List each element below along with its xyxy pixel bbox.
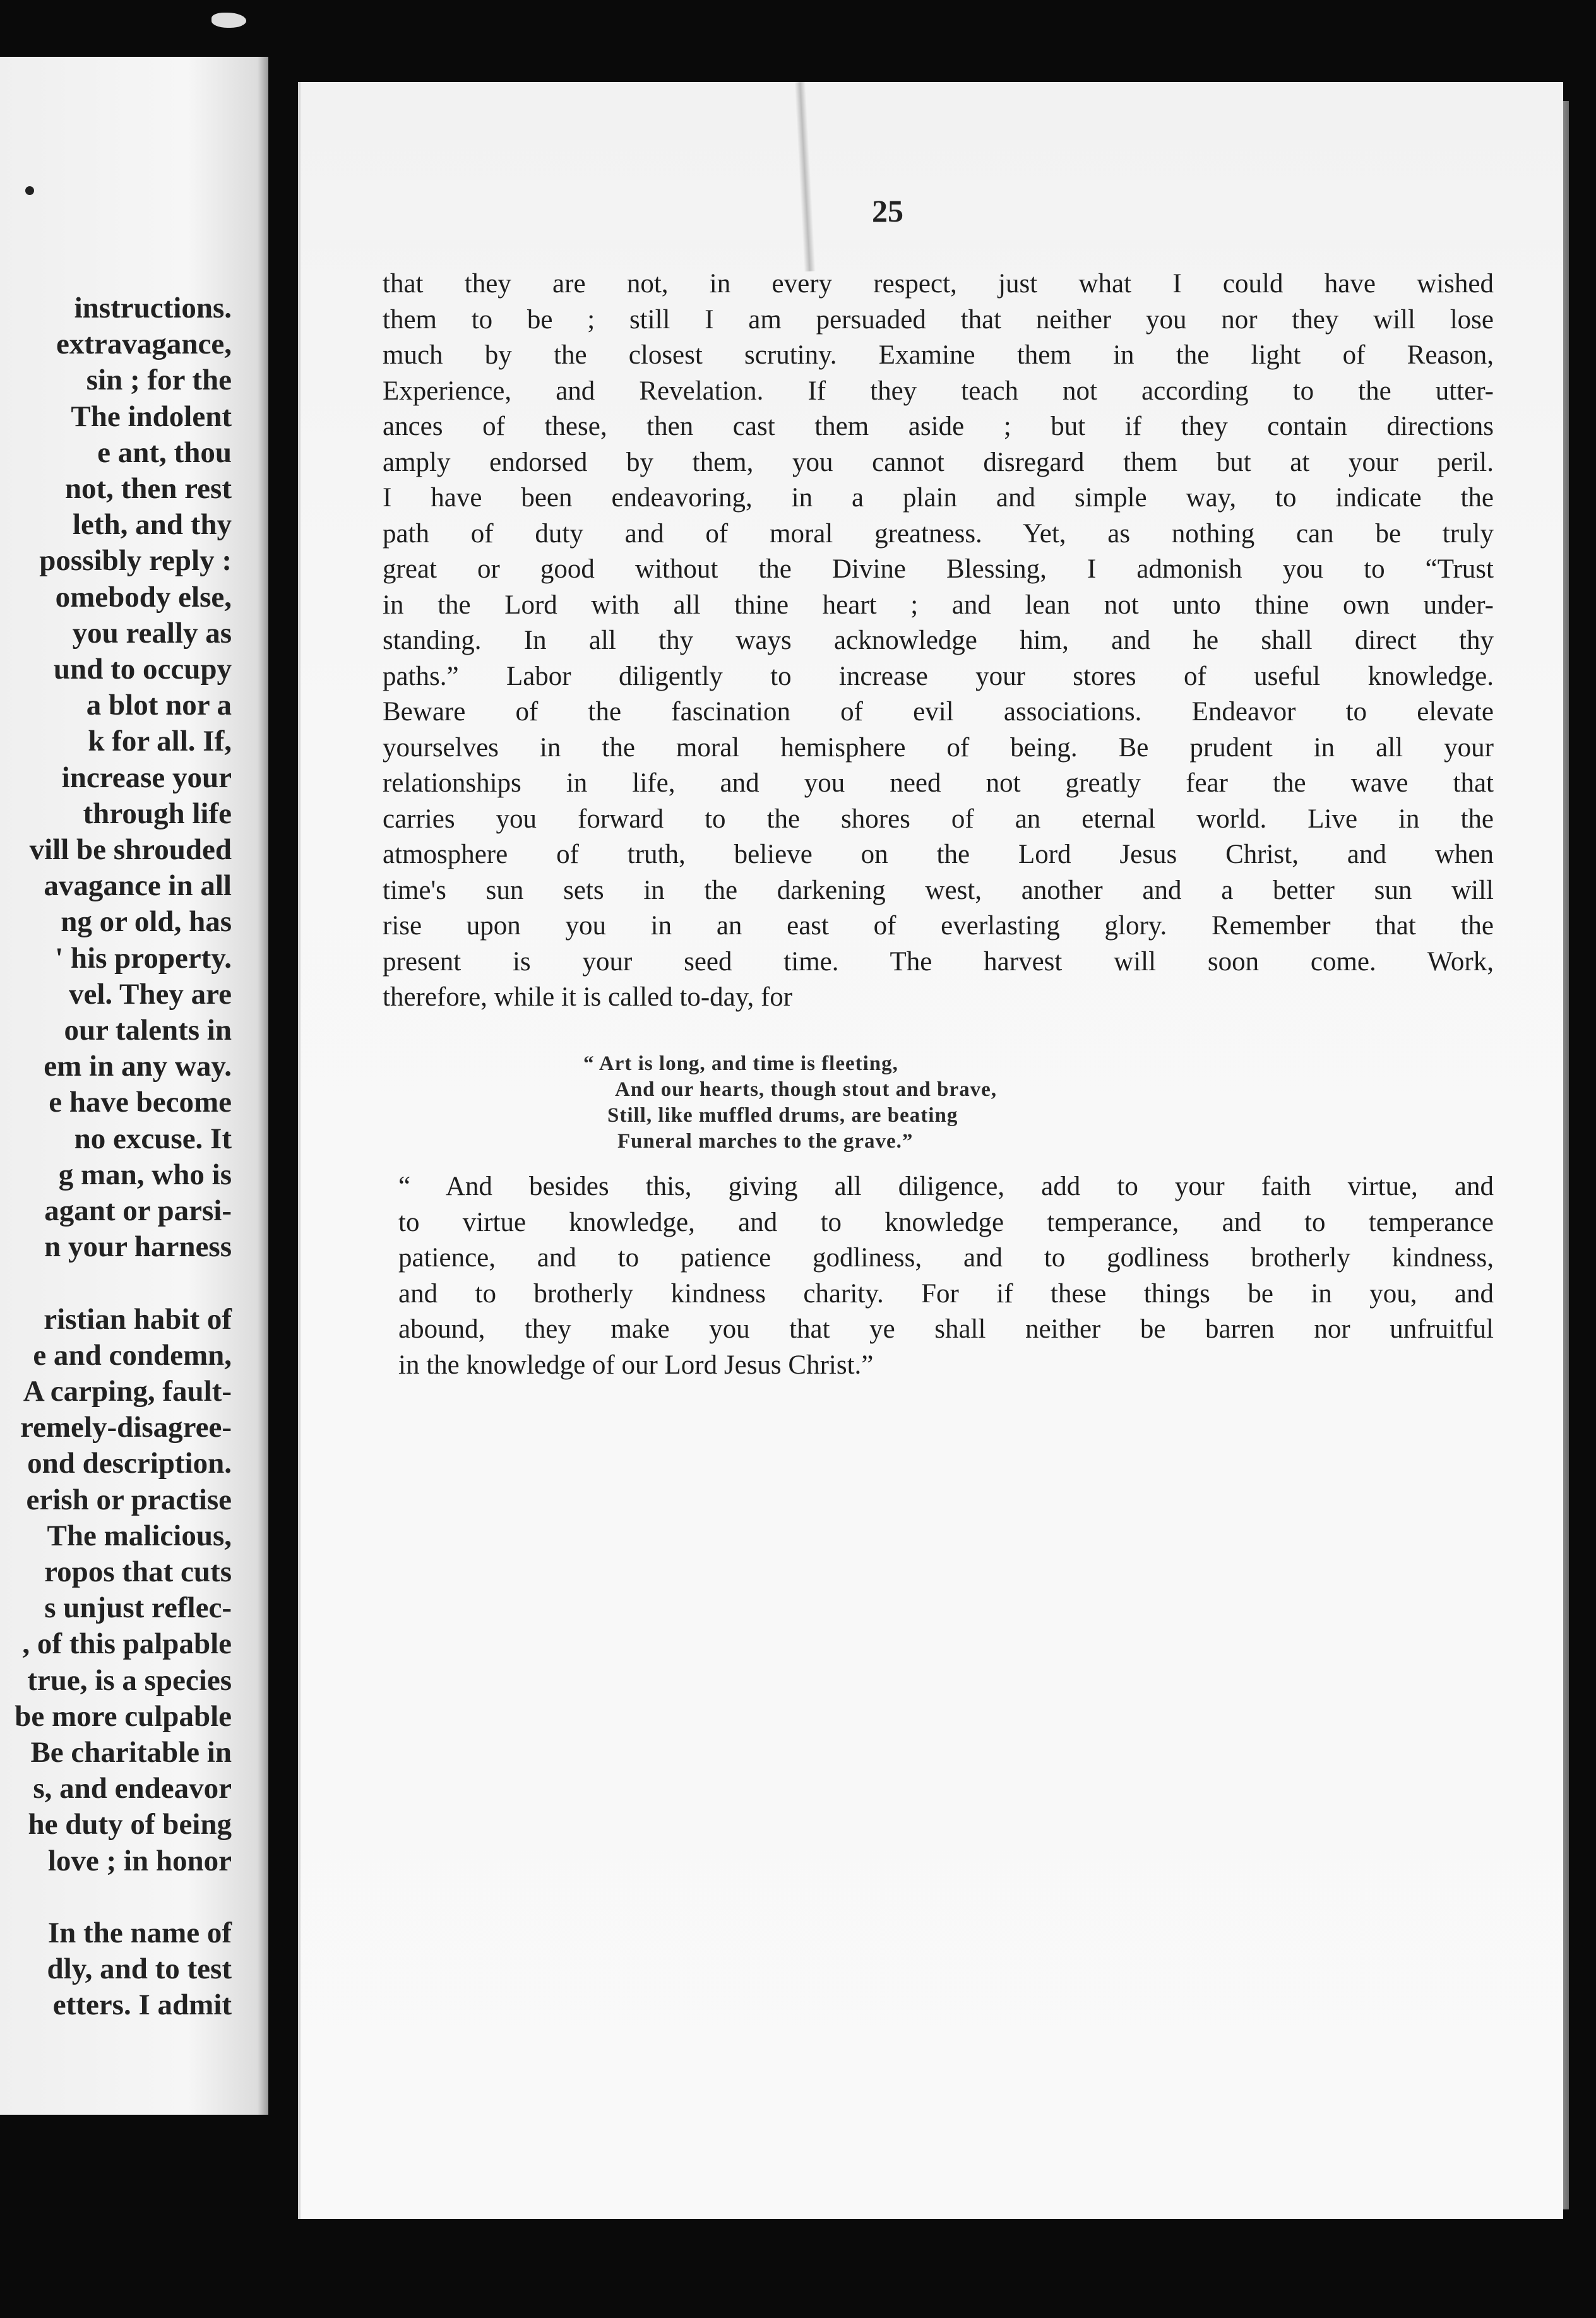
text-line: Experience, and Revelation. If they teach not according to the utter- (383, 376, 1494, 406)
left-page-line: remely-disagree- (20, 1411, 232, 1444)
left-page-line: no excuse. It (74, 1122, 232, 1155)
left-page-line: a blot nor a (86, 689, 232, 722)
left-page-line: increase your (61, 761, 232, 794)
text-line: relationships in life, and you need not greatly fear the wave that (383, 768, 1494, 798)
left-page-line: ristian habit of (44, 1302, 232, 1336)
left-page-line: extravagance, (56, 328, 232, 361)
poem-line: “ Art is long, and time is fleeting, (583, 1052, 898, 1075)
left-page (0, 57, 268, 2115)
left-page-line: ond description. (27, 1447, 232, 1480)
left-page-line: not, then rest (64, 472, 232, 505)
left-page-line: The indolent (71, 400, 232, 433)
left-page-line: und to occupy (53, 653, 232, 686)
text-line: to virtue knowledge, and to knowledge temperance, and to temperance (398, 1207, 1494, 1237)
left-page-line: s, and endeavor (33, 1772, 232, 1805)
text-line: patience, and to patience godliness, and to godliness brotherly kindness, (398, 1243, 1494, 1273)
left-page-line: agant or parsi- (44, 1194, 232, 1227)
left-page-line: he duty of being (28, 1808, 232, 1841)
left-page-line: etters. I admit (52, 1988, 232, 2022)
left-page-line: n your harness (44, 1230, 232, 1264)
left-page-line: s unjust reflec- (44, 1591, 232, 1625)
text-line: abound, they make you that ye shall neither be barren nor unfruitful (398, 1314, 1494, 1344)
left-page-line: ropos that cuts (44, 1555, 232, 1588)
page-tear (794, 82, 816, 271)
text-line: present is your seed time. The harvest will soon come. Work, (383, 946, 1494, 977)
text-line: therefore, while it is called to-day, for (383, 982, 793, 1012)
text-line: yourselves in the moral hemisphere of being. Be prudent in all your (383, 732, 1494, 763)
left-page-line: leth, and thy (72, 508, 232, 542)
left-page-line: avagance in all (44, 869, 232, 903)
left-page-line: g man, who is (58, 1158, 232, 1191)
left-page-line: omebody else, (55, 580, 232, 614)
text-line: rise upon you in an east of everlasting glory. Remember that the (383, 911, 1494, 941)
text-line: time's sun sets in the darkening west, another and a better sun will (383, 875, 1494, 905)
text-line: great or good without the Divine Blessing, I admonish you to “Trust (383, 554, 1494, 584)
left-page-line: In the name of (47, 1917, 232, 1949)
poem-line: Funeral marches to the grave.” (617, 1130, 914, 1153)
text-line: Beware of the fascination of evil associations. Endeavor to elevate (383, 697, 1494, 727)
left-page-line: e ant, thou (97, 436, 232, 469)
left-page-line: A carping, fault- (23, 1375, 232, 1408)
page-number: 25 (872, 193, 903, 229)
text-line: much by the closest scrutiny. Examine them in the light of Reason, (383, 340, 1494, 370)
poem-quotation (583, 1051, 997, 1155)
left-page-line: instructions. (74, 292, 232, 324)
left-page-line: possibly reply : (39, 544, 232, 578)
text-line: I have been endeavoring, in a plain and simple way, to indicate the (383, 483, 1494, 513)
poem-line: Still, like muffled drums, are beating (607, 1104, 958, 1127)
text-line: “ And besides this, giving all diligence, add to your faith virtue, and (398, 1172, 1494, 1201)
left-page-line: our talents in (64, 1014, 232, 1047)
text-line: that they are not, in every respect, just what I could have wished (383, 269, 1494, 299)
scripture-quotation (398, 1169, 1494, 1383)
poem-line: And our hearts, though stout and brave, (615, 1078, 997, 1101)
text-line: paths.” Labor diligently to increase your stores of useful knowledge. (383, 661, 1494, 691)
text-line: carries you forward to the shores of an eternal world. Live in the (383, 804, 1494, 834)
left-page-line: vel. They are (68, 977, 232, 1011)
left-page-line: you really as (72, 616, 232, 650)
left-page-line: through life (83, 797, 232, 830)
left-page-line: e and condemn, (33, 1338, 232, 1372)
left-page-line: ng or old, has (61, 905, 232, 939)
ink-dot (25, 186, 34, 195)
text-line: path of duty and of moral greatness. Yet, as nothing can be truly (383, 518, 1494, 549)
left-page-line: dly, and to test (47, 1952, 232, 1986)
left-page-line: k for all. If, (88, 725, 232, 758)
left-page-line: true, is a species (27, 1663, 232, 1697)
text-line: ances of these, then cast them aside ; but if they contain directions (383, 412, 1494, 441)
left-page-line: sin ; for the (86, 364, 232, 397)
left-page-line: The malicious, (47, 1519, 232, 1552)
scan-speck (211, 13, 246, 28)
left-page-line: , of this palpable (22, 1627, 232, 1661)
left-page-line: em in any way. (44, 1050, 232, 1083)
main-paragraph (383, 266, 1494, 1016)
text-line: amply endorsed by them, you cannot disregard them but at your peril. (383, 447, 1494, 477)
left-page-line: love ; in honor (47, 1844, 232, 1877)
left-page-line: Be charitable in (30, 1736, 232, 1769)
text-line: standing. In all thy ways acknowledge him, and he shall direct thy (383, 626, 1494, 655)
left-page-line: e have become (49, 1086, 232, 1119)
text-line: them to be ; still I am persuaded that neither you nor they will lose (383, 304, 1494, 335)
left-page-line: ' his property. (55, 941, 232, 975)
text-line: in the Lord with all thine heart ; and lean not unto thine own under- (383, 590, 1494, 620)
left-page-line: vill be shrouded (29, 833, 232, 866)
text-line: atmosphere of truth, believe on the Lord Jesus Christ, and when (383, 840, 1494, 869)
current-page (298, 82, 1563, 2219)
text-line: and to brotherly kindness charity. For if these things be in you, and (398, 1278, 1494, 1309)
left-page-line: be more culpable (15, 1699, 232, 1733)
left-page-line: erish or practise (26, 1483, 232, 1516)
text-line: in the knowledge of our Lord Jesus Christ.” (398, 1350, 874, 1380)
